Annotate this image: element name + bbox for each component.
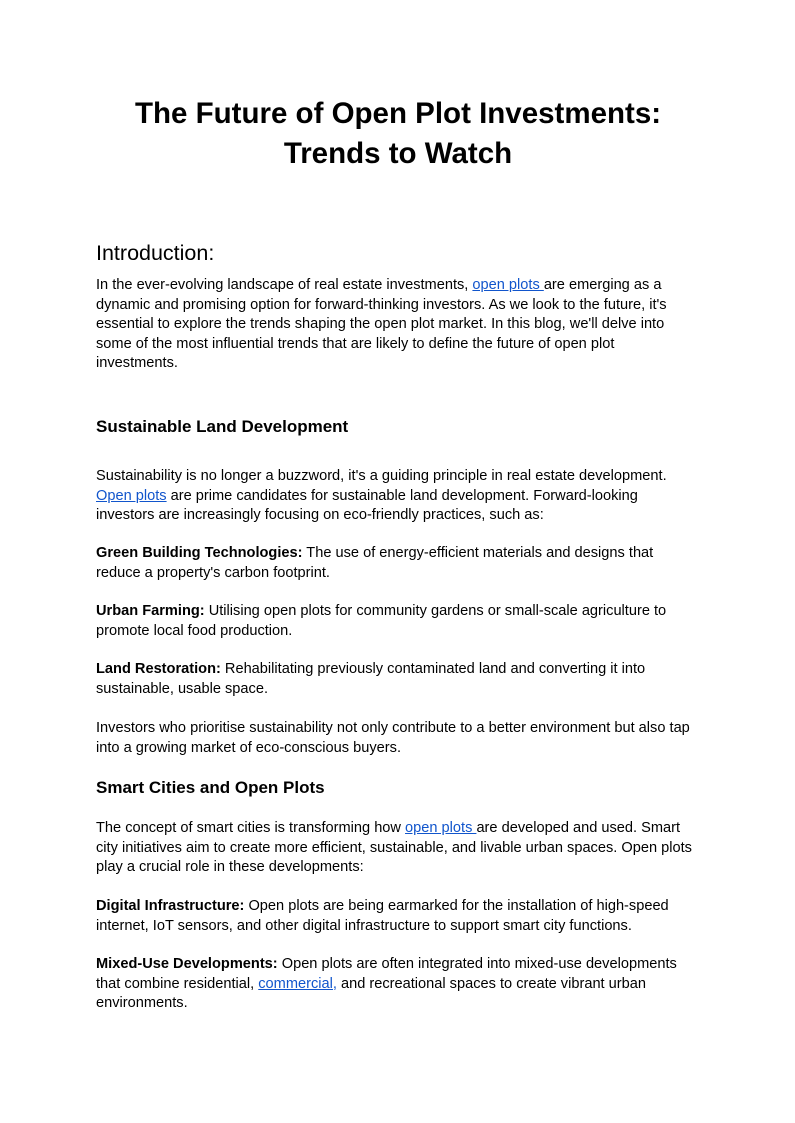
item-label: Digital Infrastructure: — [96, 898, 245, 914]
item-text: Rehabilitating previously contaminated land and converting it into sustainable, usable space. — [96, 661, 646, 697]
sustainable-intro-paragraph — [96, 467, 700, 526]
item-label: Mixed-Use Developments: — [96, 956, 278, 972]
smart-cities-heading: Smart Cities and Open Plots — [96, 778, 325, 797]
smart-text-after: are developed and used. Smart city initiatives aim to create more efficient, sustainable, and livable urban spaces. Open plots play a crucial role in these developments: — [96, 820, 692, 875]
list-item — [96, 544, 700, 583]
list-item — [96, 660, 700, 699]
item-label: Urban Farming: — [96, 603, 205, 619]
item-text: Open plots are being earmarked for the installation of high-speed internet, IoT sensors, and other digital infrastructure to support smart city functions. — [96, 898, 669, 934]
smart-open-plots-link[interactable]: open plots — [405, 820, 477, 836]
item-text-before: Open plots are often integrated into mixed-use developments that combine residential, — [96, 956, 677, 992]
item-text: Utilising open plots for community gardens or small-scale agriculture to promote local food production. — [96, 603, 667, 639]
intro-text-after: are emerging as a dynamic and promising option for forward-thinking investors. As we look to the future, it's essential to explore the trends shaping the open plot market. In this blog, we'll delve into some of the most influential trends that are likely to define the future of open plot investments. — [96, 277, 667, 371]
sustainable-heading: Sustainable Land Development — [96, 417, 349, 436]
intro-paragraph — [96, 276, 700, 374]
item-text-after: and recreational spaces to create vibrant urban environments. — [96, 975, 646, 1011]
title-line-2: Trends to Watch — [283, 137, 513, 170]
list-item — [96, 955, 700, 1014]
intro-heading: Introduction: — [96, 241, 215, 265]
sustainable-open-plots-link[interactable]: Open plots — [96, 487, 167, 504]
list-item — [96, 897, 700, 936]
item-label: Land Restoration: — [96, 661, 221, 677]
intro-text-before: In the ever-evolving landscape of real estate investments, — [96, 277, 473, 293]
document-title — [96, 94, 700, 174]
item-label: Green Building Technologies: — [96, 545, 303, 561]
commercial-link[interactable]: commercial, — [258, 975, 337, 992]
item-text: The use of energy-efficient materials and designs that reduce a property's carbon footprint. — [96, 545, 654, 581]
smart-intro-paragraph — [96, 819, 700, 878]
sustainable-text-after: are prime candidates for sustainable land development. Forward-looking investors are increasingly focusing on eco-friendly practices, such as: — [96, 487, 638, 523]
intro-open-plots-link[interactable]: open plots — [472, 277, 544, 293]
sustainable-text-before: Sustainability is no longer a buzzword, it's a guiding principle in real estate development. — [96, 468, 667, 484]
list-item — [96, 602, 700, 641]
smart-text-before: The concept of smart cities is transforming how — [96, 820, 406, 836]
sustainable-closing-paragraph: Investors who prioritise sustainability not only contribute to a better environment but also tap into a growing market of eco-conscious buyers. — [96, 720, 690, 756]
title-line-1: The Future of Open Plot Investments: — [134, 97, 662, 130]
